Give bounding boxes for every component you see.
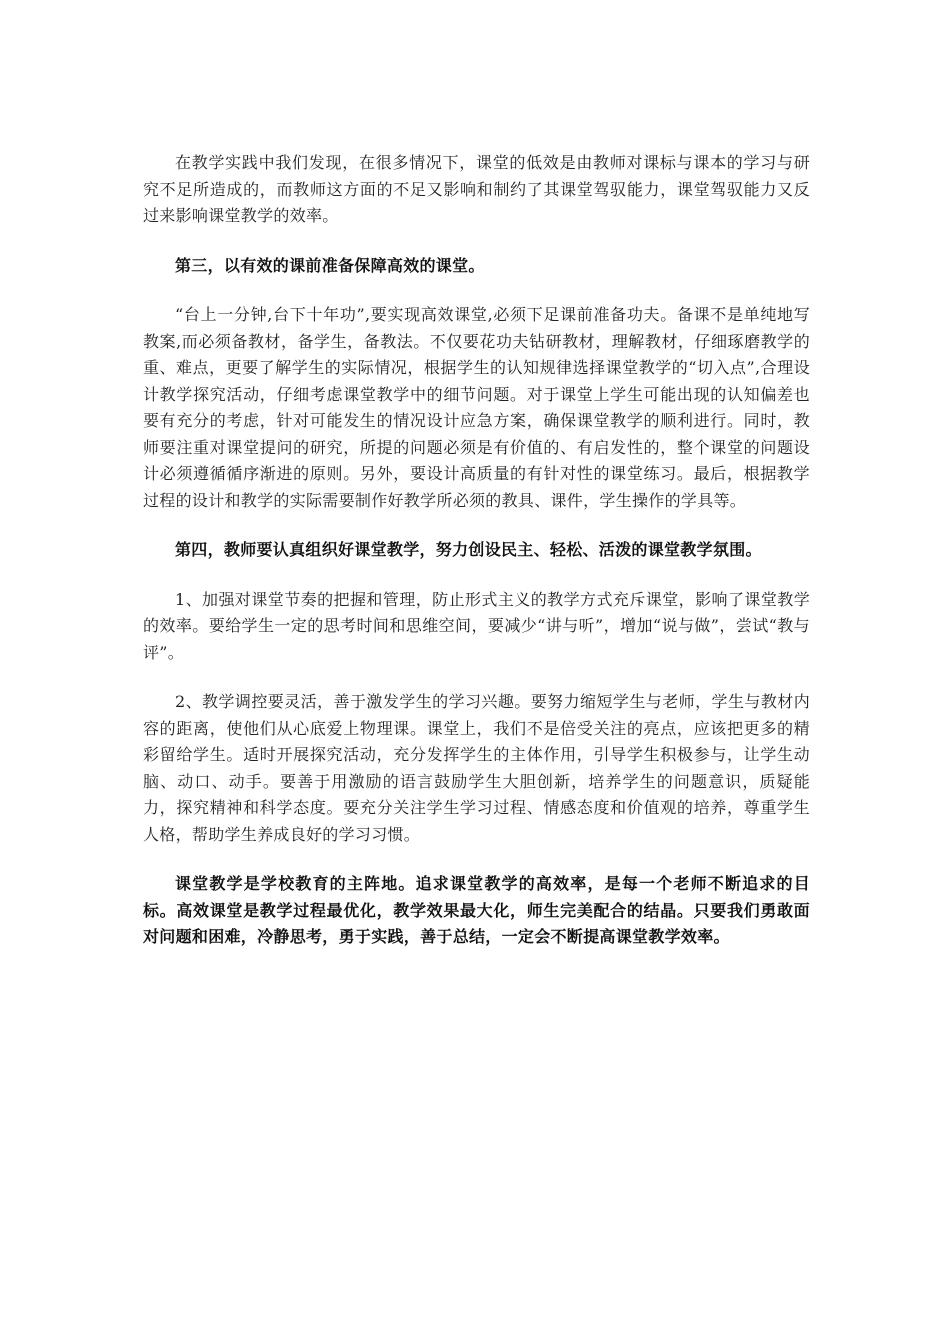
document-page <box>143 150 810 974</box>
paragraph-rhythm-management: 1、加强对课堂节奏的把握和管理，防止形式主义的教学方式充斥课堂，影响了课堂教学的效率。要给学生一定的思考时间和思维空间，要减少“讲与听”，增加“说与做”，尝试“教与评”。 <box>143 589 810 662</box>
heading-third-point: 第三，以有效的课前准备保障高效的课堂。 <box>175 255 485 275</box>
paragraph-lesson-preparation: “台上一分钟,台下十年功”,要实现高效课堂,必须下足课前准备功夫。备课不是单纯地写教案,而必须备教材，备学生，备教法。不仅要花功夫钻研教材，理解教材，仔细琢磨教学的重、难点，更要了解学生的实际情况，根据学生的认知规律选择课堂教学的“切入点”,合理设计教学探究活动，仔细考虑课堂教学中的细节问题。对于课堂上学生可能出现的认知偏差也要有充分的考虑，针对可能发生的情况设计应急方案，确保课堂教学的顺利进行。同时，教师要注重对课堂提问的研究，所提的问题必须是有价值的、有启发性的，整个课堂的问题设计必须遵循循序渐进的原则。另外，要设计高质量的有针对性的课堂练习。最后，根据教学过程的设计和教学的实际需要制作好教学所必须的教具、课件，学生操作的学具等。 <box>143 305 810 510</box>
paragraph-flexible-control: 2、教学调控要灵活，善于激发学生的学习兴趣。要努力缩短学生与老师，学生与教材内容的距离，使他们从心底爱上物理课。课堂上，我们不是倍受关注的亮点，应该把更多的精彩留给学生。适时开展探究活动，充分发挥学生的主体作用，引导学生积极参与，让学生动脑、动口、动手。要善于用激励的语言鼓励学生大胆创新，培养学生的问题意识，质疑能力，探究精神和科学态度。要充分关注学生学习过程、情感态度和价值观的培养，尊重学生人格，帮助学生养成良好的学习习惯。 <box>143 692 810 844</box>
paragraph-conclusion: 课堂教学是学校教育的主阵地。追求课堂教学的高效率，是每一个老师不断追求的目标。高效课堂是教学过程最优化，教学效果最大化，师生完美配合的结晶。只要我们勇敢面对问题和困难，冷静思考，勇于实践，善于总结，一定会不断提高课堂教学效率。 <box>143 874 810 946</box>
heading-fourth-point: 第四，教师要认真组织好课堂教学，努力创设民主、轻松、活泼的课堂教学氛围。 <box>175 540 762 559</box>
paragraph-teaching-practice: 在教学实践中我们发现，在很多情况下，课堂的低效是由教师对课标与课本的学习与研究不足所造成的，而教师这方面的不足又影响和制约了其课堂驾驭能力，课堂驾驭能力又反过来影响课堂教学的效率。 <box>143 153 810 225</box>
